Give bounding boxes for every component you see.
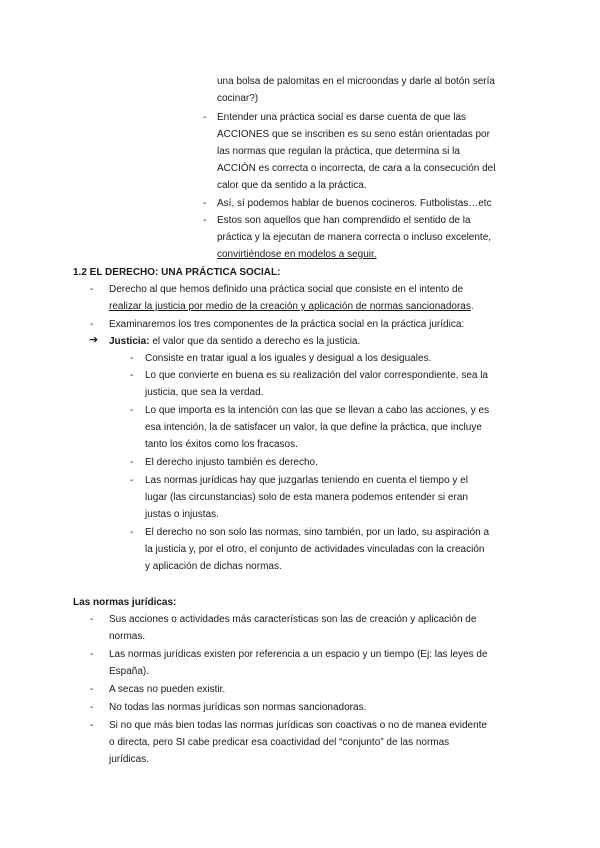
section-heading: Las normas jurídicas: bbox=[73, 597, 177, 608]
sub-item-line: El derecho no son solo las normas, sino también, por un lado, su aspiración a bbox=[145, 527, 490, 538]
continuation-line: cocinar?) bbox=[217, 93, 259, 104]
justicia-label: Justicia: bbox=[109, 336, 150, 347]
list-item-line: normas. bbox=[109, 631, 146, 642]
sub-item-line: tanto los éxitos como los fracasos. bbox=[145, 439, 298, 450]
list-item-line: No todas las normas jurídicas son normas sancionadoras. bbox=[109, 702, 367, 713]
period: . bbox=[470, 301, 474, 312]
list-item-line: Derecho al que hemos definido una práctica social que consiste en el intento de bbox=[109, 284, 464, 295]
bullet-dash: - bbox=[90, 284, 94, 295]
sub-item-line: Lo que importa es la intención con las que se llevan a cabo las acciones, y es bbox=[145, 405, 490, 416]
bullet-dash: - bbox=[90, 319, 94, 330]
list-item-line: Si no que más bien todas las normas jurídicas son coactivas o no de manea evidente bbox=[109, 720, 487, 731]
bullet-dash: - bbox=[130, 370, 134, 381]
list-item-line: jurídicas. bbox=[109, 754, 150, 765]
list-item-line: las normas que regulan la práctica, que determina si la bbox=[217, 146, 460, 157]
sub-item-line: y aplicación de dichas normas. bbox=[145, 561, 282, 572]
list-item-line: o directa, pero SI cabe predicar esa coactividad del “conjunto” de las normas bbox=[109, 737, 450, 748]
bullet-dash: - bbox=[90, 614, 94, 625]
sub-item-line: Consiste en tratar igual a los iguales y desigual a los desiguales. bbox=[145, 353, 432, 364]
bullet-dash: - bbox=[130, 353, 134, 364]
bullet-dash: - bbox=[90, 649, 94, 660]
list-item-line: Sus acciones o actividades más características son las de creación y aplicación de bbox=[109, 614, 477, 625]
bullet-dash: - bbox=[130, 457, 134, 468]
section-heading: 1.2 EL DERECHO: UNA PRÁCTICA SOCIAL: bbox=[73, 267, 281, 278]
sub-item-line: la justicia y, por el otro, el conjunto de actividades vinculadas con la creación bbox=[145, 544, 485, 555]
list-item-line: A secas no pueden existir. bbox=[109, 684, 226, 695]
list-item-line: Examinaremos los tres componentes de la práctica social en la práctica jurídica: bbox=[109, 319, 465, 330]
sub-item-line: esa intención, la de satisfacer un valor, la que define la práctica, que incluye bbox=[145, 422, 482, 433]
list-item-line: ACCIÓN es correcta o incorrecta, de cara a la consecución del bbox=[217, 163, 496, 174]
list-item-line bbox=[109, 300, 474, 313]
list-item-line: Estos son aquellos que han comprendido el sentido de la bbox=[217, 215, 471, 226]
list-item-line: convirtiéndose en modelos a seguir. bbox=[217, 249, 377, 260]
bullet-dash: - bbox=[203, 112, 207, 123]
sub-item-line: justas o injustas. bbox=[145, 509, 219, 520]
sub-item-line: Lo que convierte en buena es su realización del valor correspondiente, sea la bbox=[145, 370, 488, 381]
continuation-line: una bolsa de palomitas en el microondas y darle al botón sería bbox=[217, 76, 495, 87]
bullet-dash: - bbox=[130, 475, 134, 486]
list-item-line: calor que da sentido a la práctica. bbox=[217, 180, 367, 191]
list-item-line: Las normas jurídicas existen por referencia a un espacio y un tiempo (Ej: las leyes de bbox=[109, 649, 488, 660]
bullet-dash: - bbox=[203, 215, 207, 226]
bullet-dash: - bbox=[130, 405, 134, 416]
bullet-dash: - bbox=[90, 684, 94, 695]
list-item-line: ACCIONES que se inscriben es su seno están orientadas por bbox=[217, 129, 490, 140]
bullet-dash: - bbox=[130, 527, 134, 538]
justicia-text: el valor que da sentido a derecho es la justicia. bbox=[149, 336, 361, 347]
list-item-line: Así, sí podemos hablar de buenos cocineros. Futbolistas…etc bbox=[217, 198, 492, 209]
underlined-phrase: realizar la justicia por medio de la creación y aplicación de normas sancionadoras bbox=[109, 301, 471, 312]
bullet-dash: - bbox=[90, 702, 94, 713]
bullet-dash: - bbox=[90, 720, 94, 731]
sub-item-line: justicia, que sea la verdad. bbox=[145, 387, 264, 398]
list-item-line: Entender una práctica social es darse cuenta de que las bbox=[217, 112, 467, 123]
justicia-line bbox=[109, 335, 360, 348]
list-item-line: práctica y la ejecutan de manera correcta o incluso excelente, bbox=[217, 232, 492, 243]
list-item-line: España). bbox=[109, 666, 150, 677]
arrow-bullet-icon: ➔ bbox=[89, 334, 99, 346]
bullet-dash: - bbox=[203, 198, 207, 209]
sub-item-line: Las normas jurídicas hay que juzgarlas teniendo en cuenta el tiempo y el bbox=[145, 475, 468, 486]
sub-item-line: El derecho injusto también es derecho. bbox=[145, 457, 318, 468]
sub-item-line: lugar (las circunstancias) solo de esta manera podemos entender si eran bbox=[145, 492, 468, 503]
